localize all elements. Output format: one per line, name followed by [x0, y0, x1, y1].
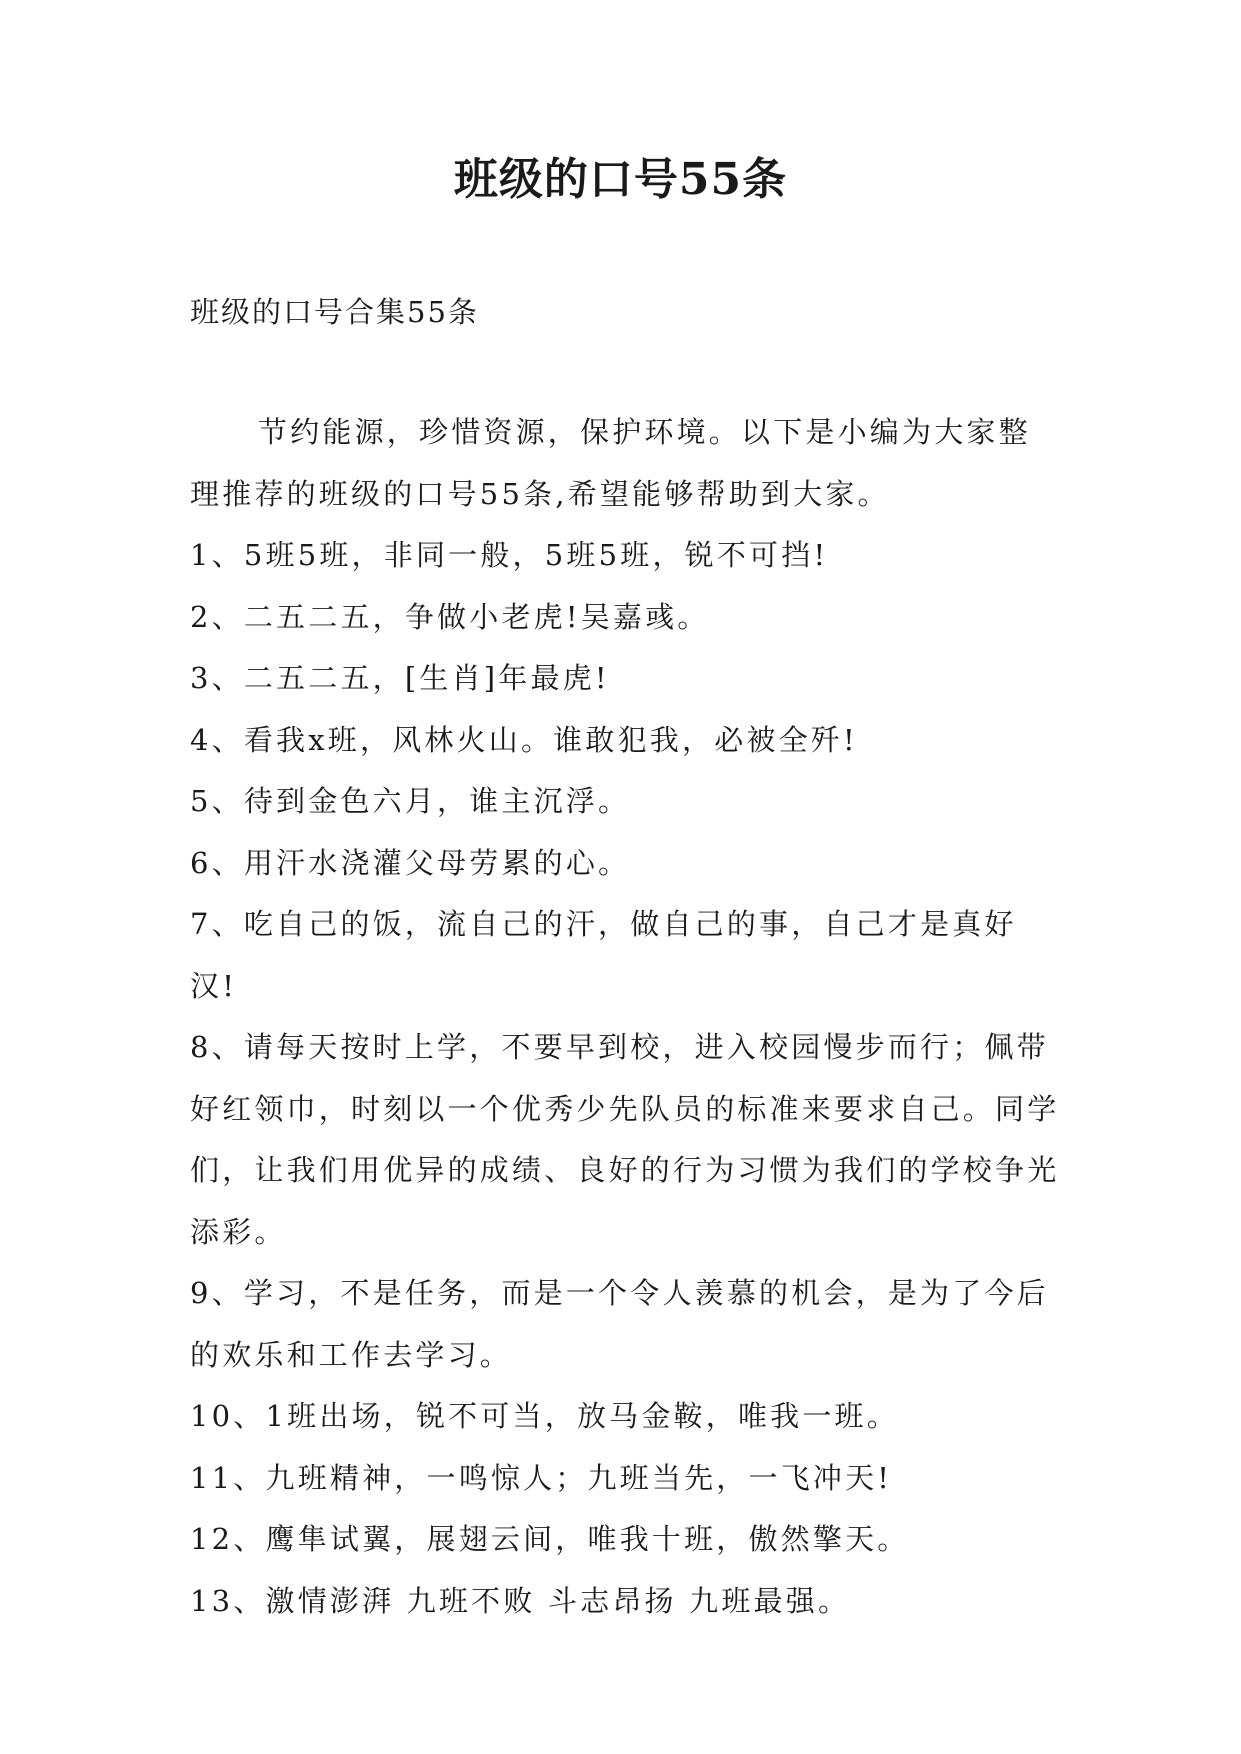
slogan-item-2: 2、二五二五，争做小老虎!吴嘉彧。 — [190, 599, 710, 634]
document-title: 班级的口号55条 — [453, 154, 788, 205]
slogan-item-10: 10、1班出场，锐不可当，放马金鞍，唯我一班。 — [190, 1399, 899, 1433]
slogan-item-1: 1、5班5班，非同一般，5班5班，锐不可挡! — [190, 538, 829, 572]
slogan-item-12: 12、鹰隼试翼，展翅云间，唯我十班，傲然擎天。 — [190, 1522, 910, 1556]
slogan-item-4: 4、看我x班，风林火山。谁敢犯我，必被全歼! — [190, 722, 858, 757]
document-body — [190, 402, 1060, 1632]
document-subtitle: 班级的口号合集55条 — [190, 295, 479, 329]
slogan-item-6: 6、用汗水浇灌父母劳累的心。 — [190, 845, 631, 880]
slogan-item-8: 8、请每天按时上学，不要早到校，进入校园慢步而行；佩带好红领巾，时刻以一个优秀少先队员的标准来要求自己。同学们，让我们用优异的成绩、良好的行为习惯为我们的学校争光添彩。 — [190, 1030, 1060, 1249]
slogan-item-5: 5、待到金色六月，谁主沉浮。 — [190, 784, 631, 818]
intro-paragraph: 节约能源，珍惜资源，保护环境。以下是小编为大家整理推荐的班级的口号55条,希望能够帮助到大家。 — [190, 415, 1031, 511]
slogan-item-9: 9、学习，不是任务，而是一个令人羡慕的机会，是为了今后的欢乐和工作去学习。 — [190, 1276, 1049, 1372]
slogan-item-11: 11、九班精神，一鸣惊人；九班当先，一飞冲天! — [190, 1460, 893, 1495]
slogan-item-13: 13、激情澎湃 九班不败 斗志昂扬 九班最强。 — [190, 1583, 851, 1618]
slogan-item-7: 7、吃自己的饭，流自己的汗，做自己的事，自己才是真好汉! — [190, 907, 1017, 1003]
slogan-item-3: 3、二五二五，[生肖]年最虎! — [190, 661, 610, 695]
